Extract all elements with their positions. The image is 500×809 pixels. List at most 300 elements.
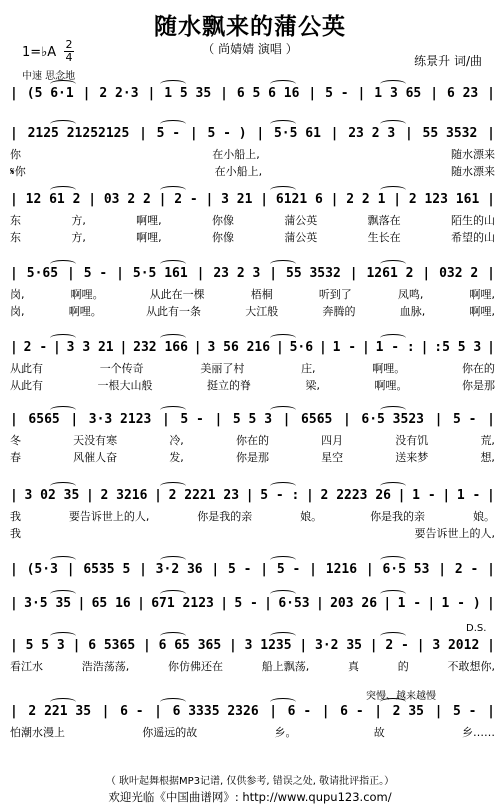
measure: 12 61 2 [25,192,81,207]
lyric-word: 从此在一棵 [149,288,205,301]
lyric-word: 方, [71,231,86,244]
measure: 032 2 [439,266,479,281]
barline: | [154,704,162,719]
barline: | [486,488,495,503]
lyric-word: 要告诉世上的人, [68,510,150,523]
lyric-word: 你是我的亲 [370,510,426,523]
lyric-word: 啊哩。 [70,288,104,301]
barline: | [487,562,495,577]
notation-line [10,562,495,577]
measure: 3 1235 [244,638,292,653]
lyric-word: 你 [10,148,21,161]
barline: | [66,562,75,577]
measure: 1216 [325,562,358,577]
measure: 5 5 3 [25,638,65,653]
measure: 3 02 35 [24,488,80,503]
barline: | [70,412,79,427]
tempo-marking: 中速 思念地 [22,71,76,82]
lyric-word: 蒲公英 [284,214,318,227]
measure: 6·5 3523 [361,412,424,427]
barline: | [430,86,439,101]
slur-arc [380,632,406,640]
measure: 2 35 [392,704,424,719]
measure: (5 6·1 [26,86,74,101]
measure: 6·5 53 [382,562,430,577]
measure: 23 2 3 [213,266,261,281]
barline: | [318,340,327,355]
measure: 2 2223 26 [320,488,391,503]
lyric-word: 啊哩, [469,305,495,318]
measure: 5 - [228,562,252,577]
lyric-word: 冬 [10,434,21,447]
slur-arc [270,120,296,128]
transcription-note: （ 耿叶起舞根据MP3记谱, 仅供参考, 错误之处, 敬请批评指正。） [105,776,395,787]
barline: | [119,340,128,355]
barline: | [487,596,495,611]
barline: | [137,596,145,611]
lyric-word: 东 [10,231,21,244]
lyric-word: 荒, [480,434,495,447]
slur-arc [270,632,296,640]
barline: | [101,704,110,719]
lyric-word: 啊哩, [136,214,162,227]
measure: 1 - [397,596,422,611]
barline: | [427,596,436,611]
lyric-word: 船上飘荡, [261,660,310,673]
barline: | [10,488,18,503]
measure: 6 5365 [88,638,136,653]
lyric-word: 你在的 [461,362,495,375]
measure: 203 26 [330,596,378,611]
lyric-word: 风催人奋 [73,451,118,464]
lyric-word: 没有饥 [395,434,429,447]
measure: 3 2012 [432,638,480,653]
barline: | [220,596,229,611]
notation-line [10,192,495,207]
slur-arc [270,482,296,490]
notation-line [10,488,495,503]
notation-line [10,86,495,101]
lyric-word: 方, [71,214,86,227]
slur-arc [270,556,296,564]
slur-arc [380,556,406,564]
barline: | [256,126,265,141]
barline: | [309,562,317,577]
barline: | [189,126,198,141]
slur-arc [270,406,296,414]
barline: | [299,638,308,653]
barline: | [357,86,366,101]
lyric-word: 啊哩。 [68,305,102,318]
measure: 6 65 365 [158,638,222,653]
lyric-word: 希望的山 [450,231,495,244]
slur-arc [50,556,76,564]
measure: 3·3 2123 [88,412,152,427]
measure: 6565 [301,412,333,427]
measure: 5 - [453,704,477,719]
barline: | [10,596,18,611]
measure: 3 56 216 [207,340,271,355]
barline: | [365,562,374,577]
measure: 5 - [234,596,258,611]
slur-arc [160,482,186,490]
lyric-word: 庄, [301,362,316,375]
barline: | [416,638,425,653]
measure: 1 - ) [441,596,481,611]
barline: | [10,192,18,207]
slur-arc [160,632,186,640]
barline: | [53,340,61,355]
measure: 1 5 35 [164,86,212,101]
barline: | [397,488,406,503]
barline: | [139,562,147,577]
slur-arc [50,80,76,88]
lyric-word: 你像 [211,231,234,244]
barline: | [308,86,317,101]
measure: 5 - [83,266,108,281]
measure: 1 - [456,488,481,503]
lyric-word: 你遥远的故 [142,726,198,739]
measure: 2 2221 23 [168,488,240,503]
measure: 5 - [325,86,349,101]
barline: | [245,488,254,503]
lyric-word: 娘。 [472,510,495,523]
lyric-word: 你是我的亲 [197,510,253,523]
lyric-word: 在小船上, [212,148,260,161]
lyric-word: 送来梦 [395,451,429,464]
slur-arc [160,260,186,268]
lyric-verse-1 [10,212,495,228]
lyric-word: 你仿佛还在 [168,660,223,673]
measure: :5 5 3 [434,340,482,355]
slur-arc [160,80,186,88]
barline: | [420,340,429,355]
lyric-verse-2 [10,303,495,319]
lyric-word: 陌生的山 [450,214,495,227]
barline: | [442,488,451,503]
measure: 5·5 61 [273,126,321,141]
slur-arc [160,590,186,598]
lyric-word: 一根大山般 [97,379,153,392]
barline: | [10,266,18,281]
lyric-word: 四月 [321,434,344,447]
lyric-word: 故 [373,726,385,739]
lyric-word: 看江水 [10,660,43,673]
slur-arc [380,120,406,128]
notation-line [10,266,495,281]
barline: | [434,412,443,427]
barline: | [487,192,495,207]
lyric-verse-1 [10,432,495,448]
lyric-word: 飘落在 [367,214,401,227]
measure: 5 - [453,412,477,427]
barline: | [330,192,339,207]
lyric-word: 怕潮水漫上 [10,726,65,739]
measure: 2125 21252125 [27,126,130,141]
lyric-word: 的 [397,660,409,673]
measure: 5 - ) [207,126,247,141]
notation-line [10,596,495,611]
lyric-word: 天没有寒 [73,434,118,447]
measure: 03 2 2 [103,192,151,207]
measure: 2 3216 [100,488,148,503]
lyric-word: 你像 [211,214,234,227]
lyric-word: 从此有 [10,379,43,392]
slur-arc [160,334,186,342]
barline: | [269,266,278,281]
slur-arc [50,334,76,342]
lyric-word: 我 [10,527,21,540]
measure: 3·2 35 [315,638,362,653]
lyric-word: 想, [480,451,495,464]
slur-arc [380,482,406,490]
lyric-word: 蒲公英 [284,231,318,244]
slur-arc [270,590,296,598]
lyric-word: 从此有 [10,362,43,375]
lyric-word: 血脉, [399,305,426,318]
measure: 5 5 3 [232,412,273,427]
lyric-verse-1 [10,658,495,674]
notation-line [10,412,495,427]
lyric-word: 啊哩, [469,288,495,301]
barline: | [85,488,94,503]
lyric-word: 娘。 [300,510,323,523]
song-title: 随水飘来的蒲公英 [154,14,346,40]
slur-arc [380,260,406,268]
lyric-verse-2 [10,525,495,541]
lyric-word: 浩浩荡荡, [81,660,130,673]
slur-arc [160,698,186,706]
barline: | [142,638,151,653]
lyric-word: 春 [10,451,21,464]
singer-line: （ 尚婧婧 演唱 ） [202,42,298,56]
barline: | [139,126,147,141]
measure: 5 - [180,412,204,427]
barline: | [116,266,124,281]
slur-arc [270,334,296,342]
measure: 5·5 161 [132,266,188,281]
lyric-word: 真 [348,660,359,673]
meter-bottom: 4 [65,51,73,64]
barline: | [10,340,18,355]
lyric-word: 我 [10,510,21,523]
lyric-word: 啊哩。 [372,362,406,375]
lyric-word: 凤鸣, [397,288,424,301]
measure: 6·53 [278,596,310,611]
lyric-word: 你是那 [235,451,269,464]
barline: | [374,704,383,719]
barline: | [77,596,86,611]
notation-line [10,638,495,653]
measure: 2 123 161 [408,192,480,207]
measure: 671 2123 [151,596,214,611]
tempo-change-mark: 突慢、越来越慢 [366,691,436,702]
barline: | [10,704,18,719]
barline: | [487,126,495,141]
barline: | [264,596,272,611]
barline: | [10,412,18,427]
barline: | [361,340,370,355]
measure: 1 3 65 [374,86,422,101]
lyric-word: 在小船上, [214,165,263,178]
slur-arc [270,186,296,194]
slur-arc [50,632,76,640]
barline: | [487,412,495,427]
barline: | [205,192,214,207]
lyric-word: 东 [10,214,21,227]
notation-line [10,126,495,141]
lyric-word: 美丽了村 [200,362,245,375]
slur-arc [160,120,186,128]
barline: | [193,340,202,355]
measure: 2 - [23,340,48,355]
measure: 23 2 3 [348,126,396,141]
barline: | [220,86,228,101]
lyric-word: 奔腾的 [322,305,356,318]
barline: | [88,192,97,207]
lyric-verse-2 [10,377,495,393]
site-credit: 欢迎光临《中国曲谱网》: http://www.qupu123.com/ [108,790,392,804]
lyric-word: 啊哩。 [374,379,408,392]
time-signature [64,40,74,63]
measure: 2 221 35 [28,704,92,719]
lyric-verse-1 [10,146,495,162]
measure: 3 21 [221,192,253,207]
barline: | [321,704,330,719]
measure: 232 166 [133,340,188,355]
lyric-verse-1 [10,286,495,302]
barline: | [214,412,223,427]
key-signature: 1=♭A [22,45,57,60]
lyric-word: 冷, [169,434,184,447]
lyric-verse-2 [10,229,495,245]
barline: | [260,562,269,577]
measure: (5·3 [26,562,58,577]
lyric-word: 岗, [10,305,25,318]
measure: 6535 5 [83,562,131,577]
measure: 2 - [385,638,409,653]
barline: | [196,266,205,281]
slur-arc [380,80,406,88]
barline: | [404,126,413,141]
barline: | [342,412,351,427]
lyric-word: 随水漂来 [450,165,495,178]
barline: | [158,192,167,207]
measure: 65 16 [91,596,131,611]
lyric-word: 大江般 [245,305,279,318]
barline: | [306,488,314,503]
slur-arc [270,698,296,706]
slur-arc [270,260,296,268]
slur-arc [50,186,76,194]
lyric-word: 你是那 [462,379,495,392]
barline: | [487,86,495,101]
barline: | [349,266,358,281]
meter-top: 2 [65,38,73,51]
barline: | [10,638,18,653]
lyric-word: 生长在 [367,231,401,244]
lyric-verse-1 [10,360,495,376]
lyric-word: 从此有一条 [146,305,201,318]
barline: | [10,86,18,101]
measure: 1 - : [375,340,415,355]
barline: | [487,340,495,355]
barline: | [330,126,339,141]
barline: | [487,266,495,281]
barline: | [147,86,156,101]
measure: 1 - [412,488,436,503]
slur-arc [380,334,406,342]
measure: 1261 2 [366,266,414,281]
barline: | [269,704,278,719]
lyric-word: 发, [169,451,184,464]
ds-mark: D.S. [466,623,487,634]
lyric-word: 梧桐 [250,288,273,301]
barline: | [315,596,324,611]
measure: 6 - [340,704,364,719]
lyric-verse-2 [10,449,495,465]
barline: | [10,126,18,141]
lyric-verse-1 [10,724,495,740]
lyric-word: 𝄋你 [10,165,26,178]
measure: 3 3 21 [66,340,114,355]
measure: 2 2 1 [346,192,386,207]
slur-arc [50,590,76,598]
measure: 5·65 [26,266,59,281]
measure: 55 3532 [422,126,478,141]
barline: | [229,638,237,653]
barline: | [383,596,392,611]
lyric-word: 你在的 [235,434,269,447]
lyric-word: 梁, [305,379,320,392]
slur-arc [50,698,76,706]
slur-arc [160,556,186,564]
barline: | [438,562,447,577]
lyric-verse-2 [10,163,495,179]
barline: | [260,192,269,207]
barline: | [422,266,431,281]
slur-arc [50,406,76,414]
notation-line [10,704,495,719]
measure: 2 - [174,192,198,207]
slur-arc [50,482,76,490]
lyric-word: 乡…… [462,726,495,739]
slur-arc [380,406,406,414]
slur-arc [160,186,186,194]
measure: 6 3335 2326 [172,704,259,719]
lyric-verse-1 [10,508,495,524]
slur-arc [270,80,296,88]
measure: 3·2 36 [155,562,203,577]
barline: | [487,638,495,653]
slur-arc [380,186,406,194]
lyric-word: 星空 [321,451,344,464]
measure: 2 - [454,562,479,577]
barline: | [434,704,443,719]
lyric-word: 挺立的脊 [207,379,251,392]
measure: 6 - [287,704,312,719]
lyric-word: 乡。 [274,726,297,739]
measure: 5·6 [289,340,314,355]
lyric-word: 听到了 [318,288,352,301]
lyric-word: 啊哩, [136,231,162,244]
notation-line [10,340,495,355]
slur-arc [160,406,186,414]
measure: 6 - [120,704,144,719]
barline: | [275,340,284,355]
measure: 6565 [28,412,60,427]
measure: 5 - : [260,488,300,503]
